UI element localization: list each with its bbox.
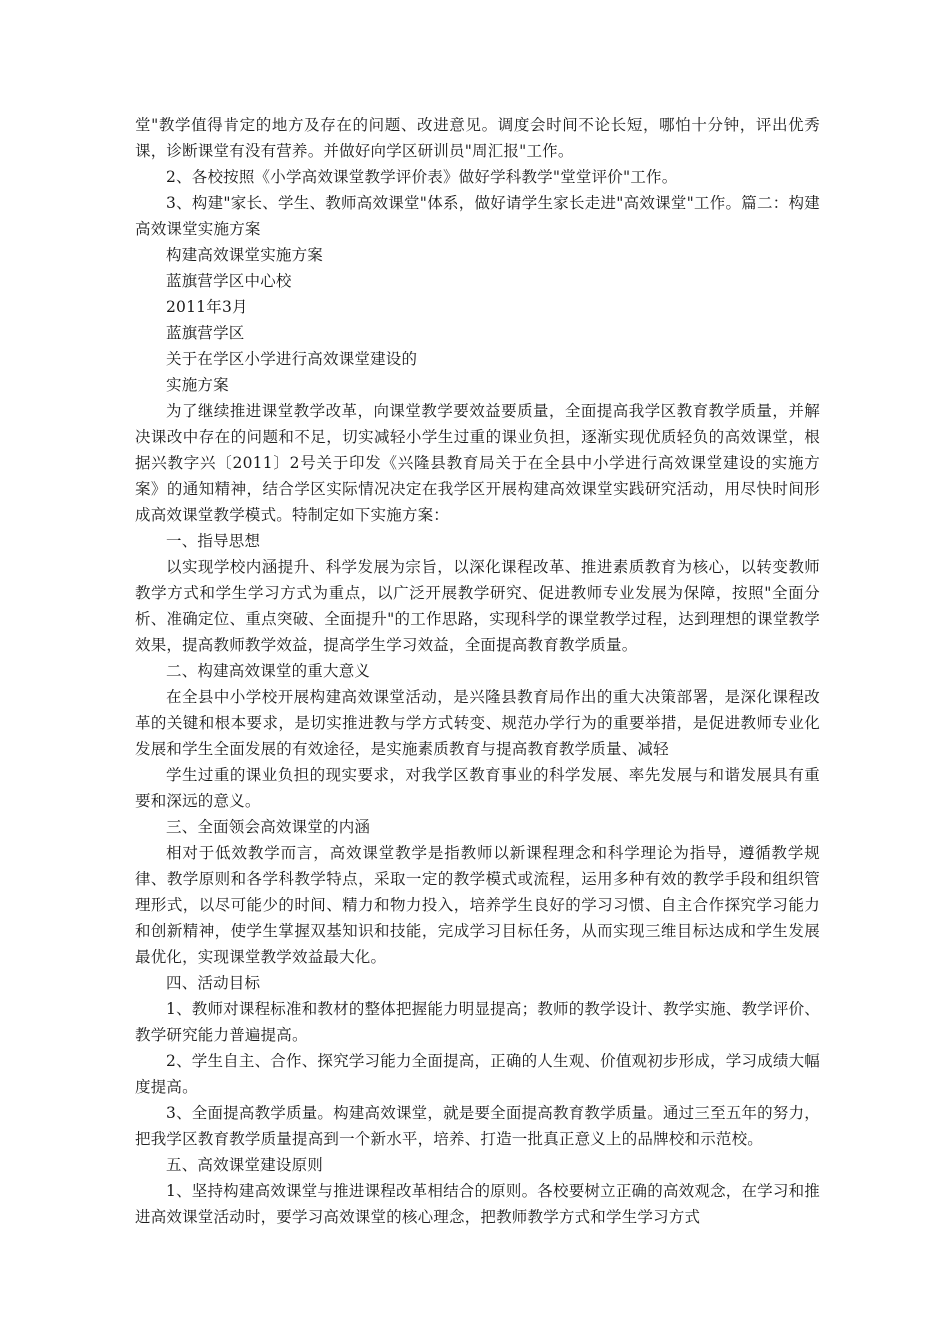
document-body [135, 112, 820, 1230]
paragraph-principle-1: 1、坚持构建高效课堂与推进课程改革相结合的原则。各校要树立正确的高效观念，在学习和推进高效课堂活动时，要学习高效课堂的核心理念，把教师教学方式和学生学习方式 [135, 1182, 820, 1226]
section-heading-guiding-thought: 一、指导思想 [166, 532, 261, 550]
doc-organization: 蓝旗营学区中心校 [166, 272, 292, 290]
paragraph-introduction: 为了继续推进课堂教学改革，向课堂教学要效益要质量，全面提高我学区教育教学质量，并解决课改中存在的问题和不足，切实减轻小学生过重的课业负担，逐渐实现优质轻负的高效课堂，根据兴教字兴〔2011〕2号关于印发《兴隆县教育局关于在全县中小学进行高效课堂建设的实施方案》的通知精神，结合学区实际情况决定在我学区开展构建高效课堂实践研究活动，用尽快时间形成高效课堂教学模式。特制定如下实施方案： [135, 402, 820, 524]
paragraph-guiding-thought: 以实现学校内涵提升、科学发展为宗旨，以深化课程改革、推进素质教育为核心，以转变教师教学方式和学生学习方式为重点，以广泛开展教学研究、促进教师专业发展为保障，按照"全面分析、准确定位、重点突破、全面提升"的工作思路，实现科学的课堂教学过程，达到理想的课堂教学效果，提高教师教学效益，提高学生学习效益，全面提高教育教学质量。 [135, 558, 820, 654]
doc-subtitle-line-1: 关于在学区小学进行高效课堂建设的 [166, 350, 418, 368]
paragraph-continued-evaluation: 堂"教学值得肯定的地方及存在的问题、改进意见。调度会时间不论长短，哪怕十分钟，评出优秀课，诊断课堂有没有营养。并做好向学区研训员"周汇报"工作。 [135, 116, 820, 160]
paragraph-item-3-parents-system: 3、构建"家长、学生、教师高效课堂"体系，做好请学生家长走进"高效课堂"工作。篇二：构建高效课堂实施方案 [135, 194, 820, 238]
section-heading-goals: 四、活动目标 [166, 974, 261, 992]
paragraph-goal-1: 1、教师对课程标准和教材的整体把握能力明显提高；教师的教学设计、教学实施、教学评价、教学研究能力普遍提高。 [135, 1000, 820, 1044]
doc-title: 构建高效课堂实施方案 [166, 246, 324, 264]
section-heading-connotation: 三、全面领会高效课堂的内涵 [166, 818, 371, 836]
paragraph-goal-2: 2、学生自主、合作、探究学习能力全面提高，正确的人生观、价值观初步形成，学习成绩大幅度提高。 [135, 1052, 820, 1096]
paragraph-goal-3: 3、全面提高教学质量。构建高效课堂，就是要全面提高教育教学质量。通过三至五年的努力，把我学区教育教学质量提高到一个新水平，培养、打造一批真正意义上的品牌校和示范校。 [135, 1104, 820, 1148]
paragraph-significance: 在全县中小学校开展构建高效课堂活动，是兴隆县教育局作出的重大决策部署，是深化课程改革的关键和根本要求，是切实推进教与学方式转变、规范办学行为的重要举措，是促进教师专业化发展和学生全面发展的有效途径，是实施素质教育与提高教育教学质量、减轻 [135, 688, 820, 758]
doc-date: 2011年3月 [166, 298, 248, 316]
paragraph-significance-continued: 学生过重的课业负担的现实要求，对我学区教育事业的科学发展、率先发展与和谐发展具有重要和深远的意义。 [135, 766, 820, 810]
doc-subtitle-line-2: 实施方案 [166, 376, 229, 394]
paragraph-item-2-evaluation-table: 2、各校按照《小学高效课堂教学评价表》做好学科教学"堂堂评价"工作。 [166, 168, 678, 186]
section-heading-principles: 五、高效课堂建设原则 [166, 1156, 324, 1174]
paragraph-connotation: 相对于低效教学而言，高效课堂教学是指教师以新课程理念和科学理论为指导，遵循教学规律、教学原则和各学科教学特点，采取一定的教学模式或流程，运用多种有效的教学手段和组织管理形式，以尽可能少的时间、精力和物力投入，培养学生良好的学习习惯、自主合作探究学习能力和创新精神，使学生掌握双基知识和技能，完成学习目标任务，从而实现三维目标达成和学生发展最优化，实现课堂教学效益最大化。 [135, 844, 820, 966]
doc-district: 蓝旗营学区 [166, 324, 245, 342]
section-heading-significance: 二、构建高效课堂的重大意义 [166, 662, 371, 680]
